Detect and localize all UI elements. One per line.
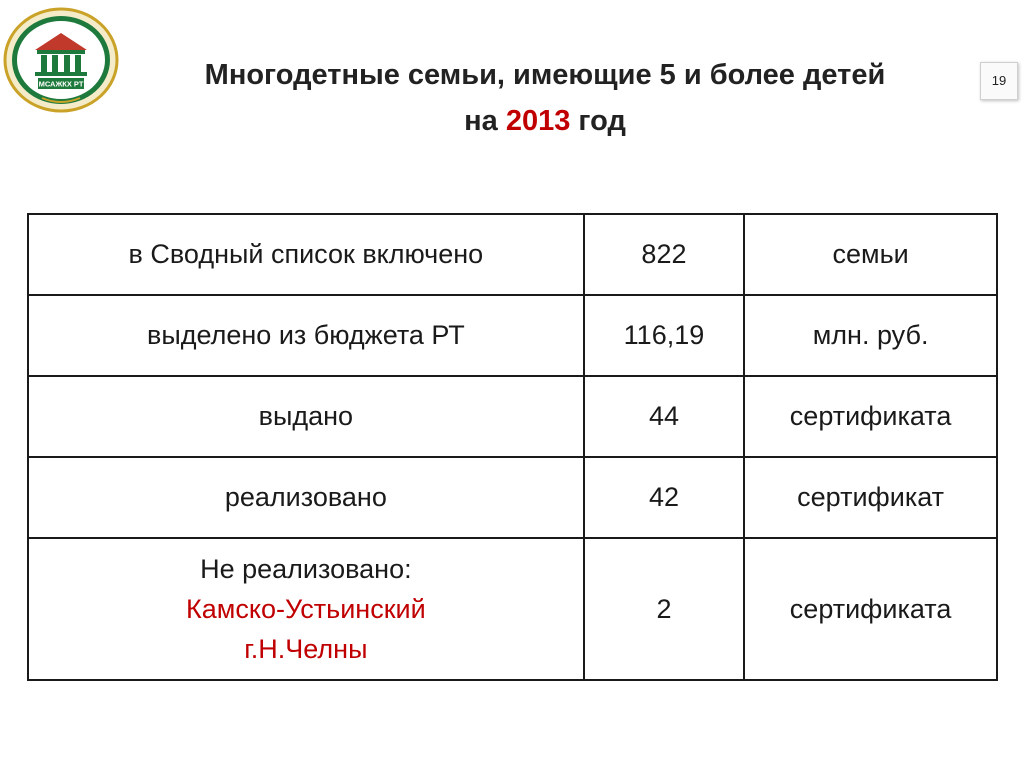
row-label: в Сводный список включено — [28, 214, 584, 295]
stats-table — [27, 213, 998, 681]
row-value: 116,19 — [584, 295, 744, 376]
title-line-2 — [120, 98, 970, 144]
district-name: Камско-Устьинский — [186, 594, 426, 624]
row-value: 822 — [584, 214, 744, 295]
row-value: 44 — [584, 376, 744, 457]
row-unit: сертификата — [744, 376, 997, 457]
row-unit: сертификата — [744, 538, 997, 680]
table-row — [28, 538, 997, 680]
title-year: 2013 — [505, 105, 571, 137]
table-row — [28, 457, 997, 538]
page-number: 19 — [980, 62, 1018, 100]
table-row — [28, 376, 997, 457]
row-unit: млн. руб. — [744, 295, 997, 376]
title-prefix: на — [464, 105, 498, 137]
row-label: реализовано — [28, 457, 584, 538]
row-unit: сертификат — [744, 457, 997, 538]
row-label-multiline — [28, 538, 584, 680]
row-value: 2 — [584, 538, 744, 680]
title-suffix: год — [578, 105, 626, 137]
not-realized-label: Не реализовано: — [200, 554, 412, 584]
district-name: г.Н.Челны — [244, 634, 368, 664]
logo-text: МСАЖКХ РТ — [38, 79, 84, 89]
table-row — [28, 214, 997, 295]
row-unit: семьи — [744, 214, 997, 295]
ministry-logo — [2, 6, 120, 114]
title-line-1: Многодетные семьи, имеющие 5 и более детей — [204, 59, 886, 91]
row-label: выдано — [28, 376, 584, 457]
page-title — [120, 52, 970, 144]
table-row — [28, 295, 997, 376]
row-label: выделено из бюджета РТ — [28, 295, 584, 376]
row-value: 42 — [584, 457, 744, 538]
